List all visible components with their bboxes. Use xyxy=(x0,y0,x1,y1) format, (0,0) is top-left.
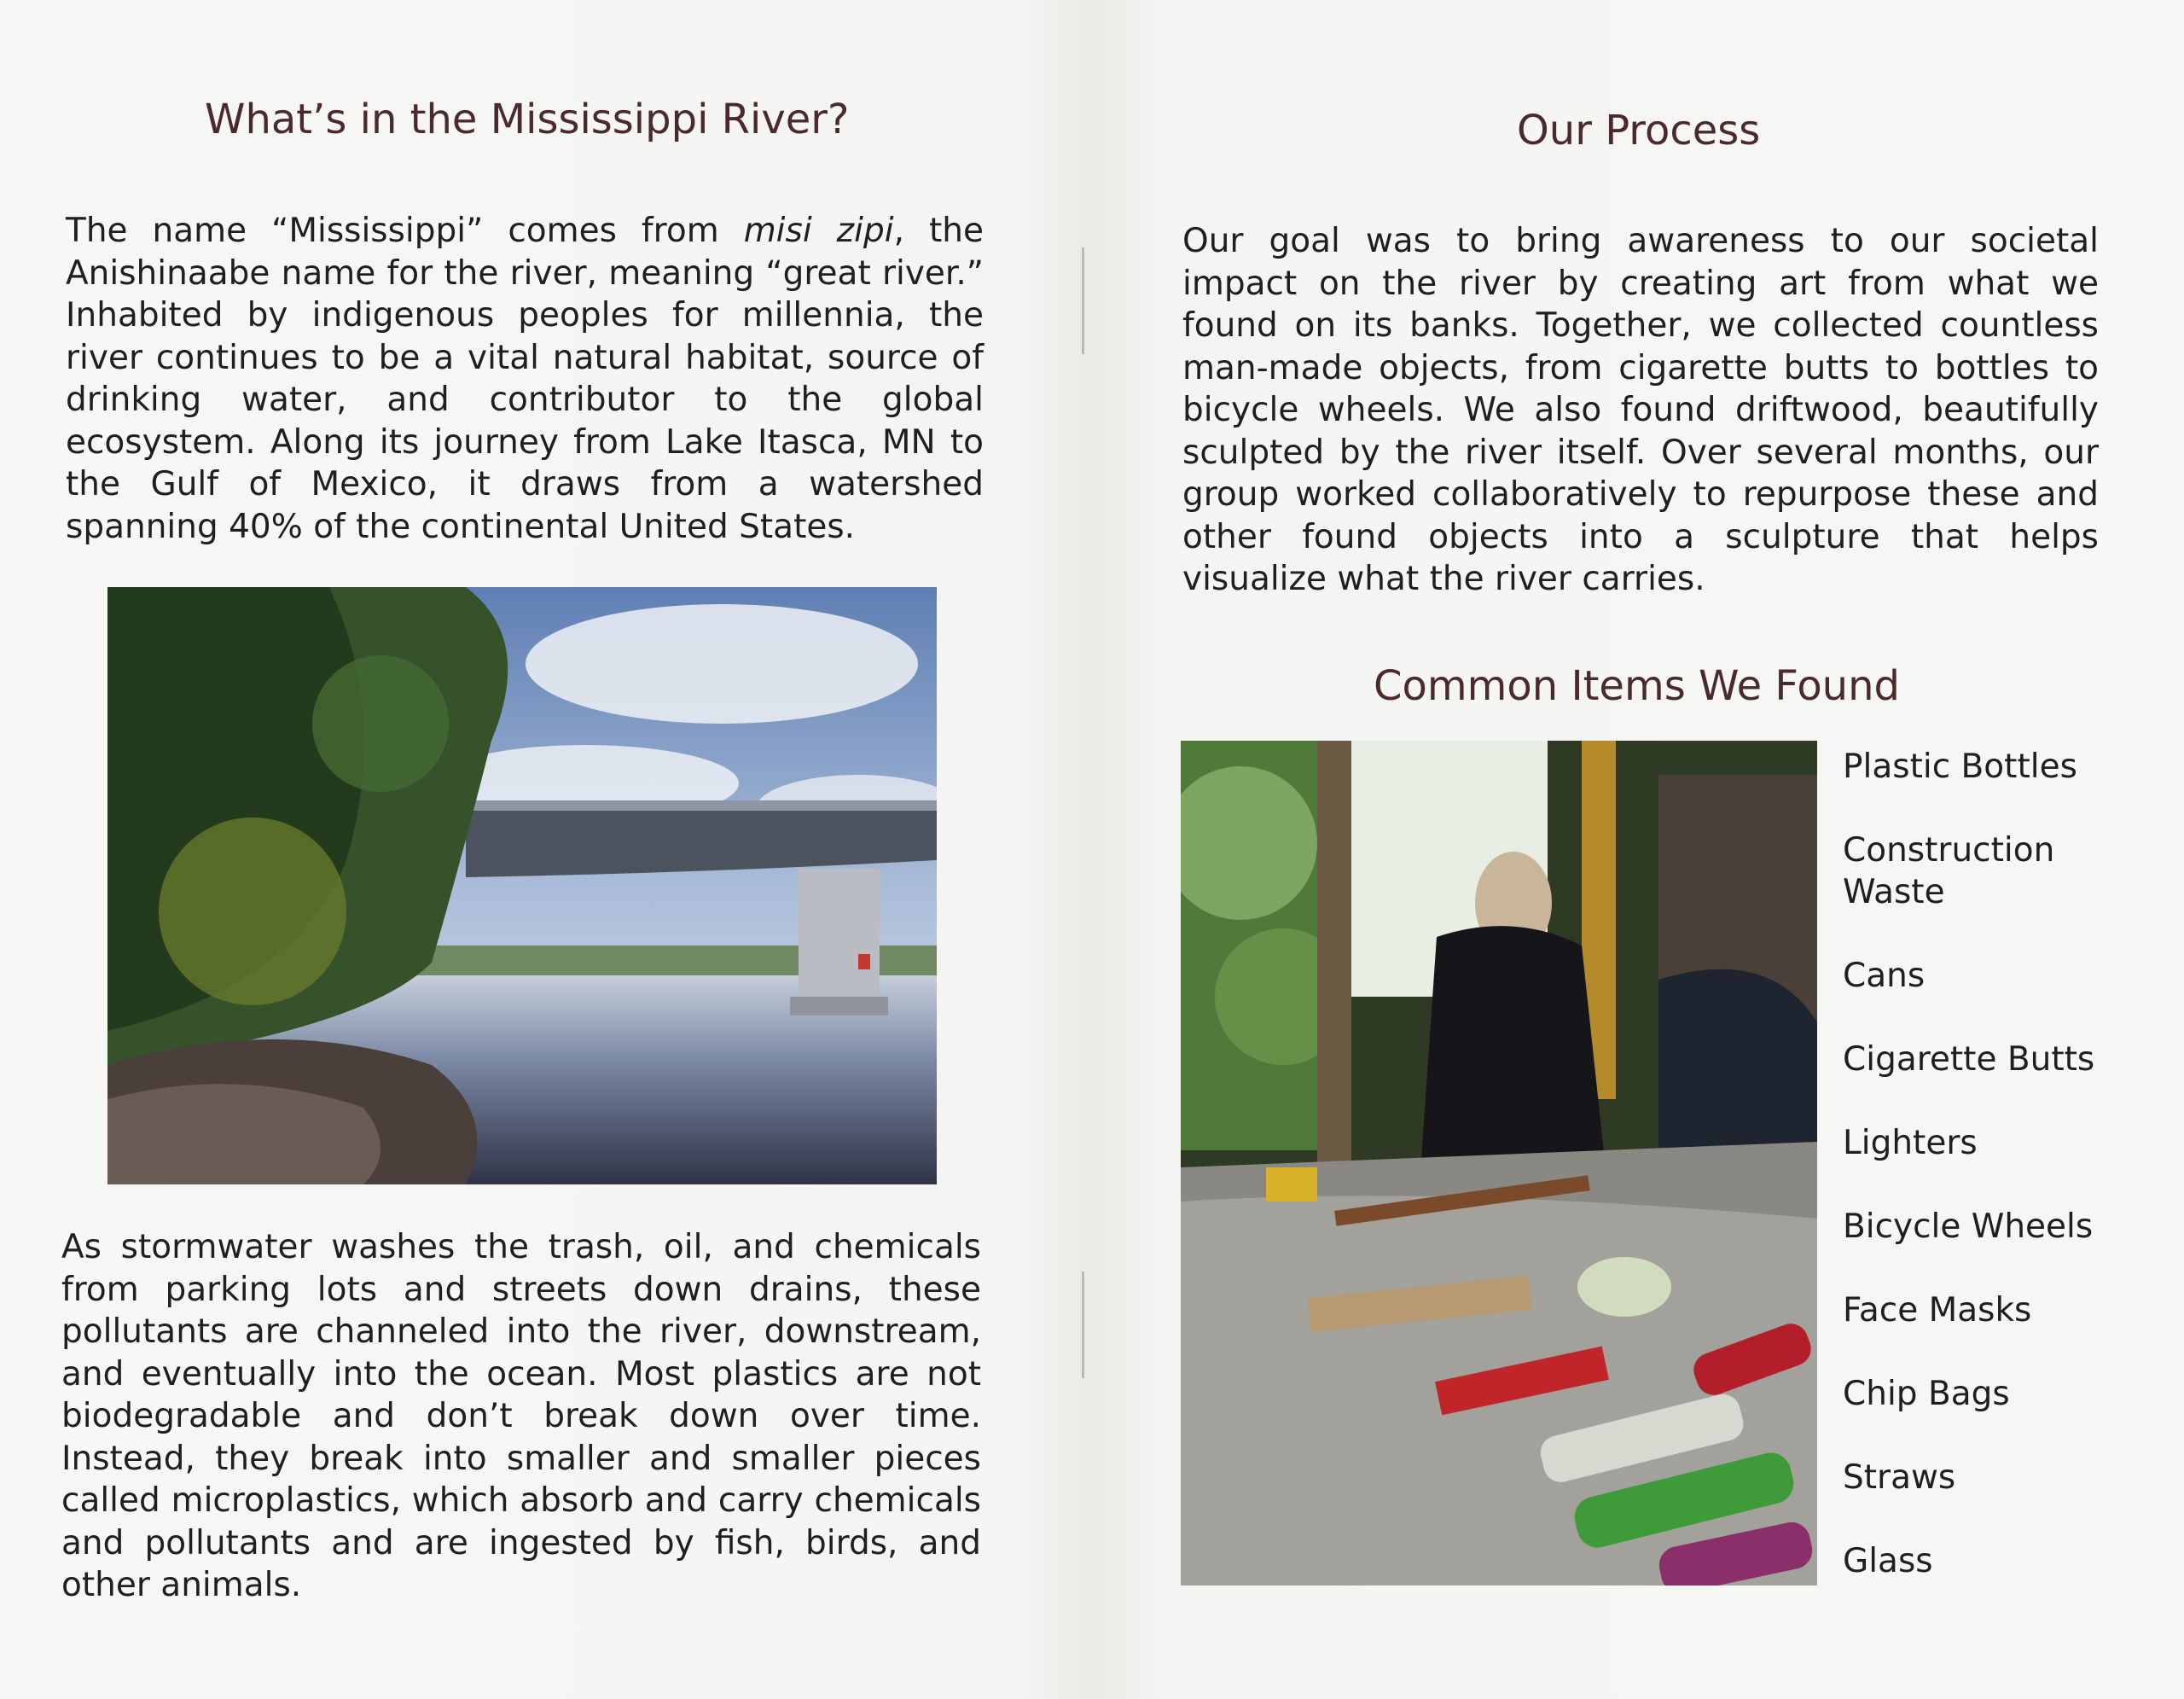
common-items-heading: Common Items We Found xyxy=(1374,662,1900,710)
river-bridge-photo xyxy=(107,587,937,1184)
list-item: Bicycle Wheels xyxy=(1843,1207,2094,1246)
list-item: Glass xyxy=(1843,1542,1933,1580)
pollution-paragraph: As stormwater washes the trash, oil, and chemicals from parking lots and streets down drains, these pollutants are channeled into the river, downstream, and eventually into the ocean. Most plastics are not biodegradable and don’t break down over time. Instead, they break into smaller and smaller pieces called microplastics, which absorb and carry chemicals and pollutants and are ingested by fish, birds, and other animals. xyxy=(61,1228,981,1604)
common-items-list xyxy=(1843,746,2133,1624)
our-process-heading: Our Process xyxy=(1517,107,1761,154)
list-item: Plastic Bottles xyxy=(1843,748,2077,786)
intro-text-end: , the Anishinaabe name for the river, meaning “great river.” Inhabited by indigenous peoples for millennia, the river continues to be a vital natural habitat, source of drinking water, and contributor to the global ecosystem. Along its journey from Lake Itasca, MN to the Gulf of Mexico, it draws from a watershed spanning 40% of the continental United States. xyxy=(66,212,984,546)
list-item: Cigarette Butts xyxy=(1843,1040,2095,1079)
our-process-paragraph: Our goal was to bring awareness to our societal impact on the river by creating art from what we found on its banks. Together, we collected countless man-made objects, from cigarette butts to bottles to bicycle wheels. We also found driftwood, beautifully sculpted by the river itself. Over several months, our group worked collaboratively to repurpose these and other found objects into a sculpture that helps visualize what the river carries. xyxy=(1182,222,2099,598)
sorting-table-illustration xyxy=(1181,741,1817,1586)
river-bridge-illustration xyxy=(107,587,937,1184)
list-item: Face Masks xyxy=(1843,1291,2032,1330)
mississippi-intro-paragraph xyxy=(66,210,984,548)
list-item: Construction Waste xyxy=(1843,831,2055,911)
intro-text-italic: misi zipi xyxy=(743,212,894,250)
mississippi-heading: What’s in the Mississippi River? xyxy=(205,96,850,143)
sorting-table-photo xyxy=(1181,741,1817,1586)
list-item: Straws xyxy=(1843,1458,1956,1497)
intro-text-start: The name “Mississippi” comes from xyxy=(66,212,744,250)
list-item: Lighters xyxy=(1843,1124,1978,1162)
left-page xyxy=(0,0,1083,1699)
list-item: Chip Bags xyxy=(1843,1375,2010,1413)
list-item: Cans xyxy=(1843,957,1926,995)
